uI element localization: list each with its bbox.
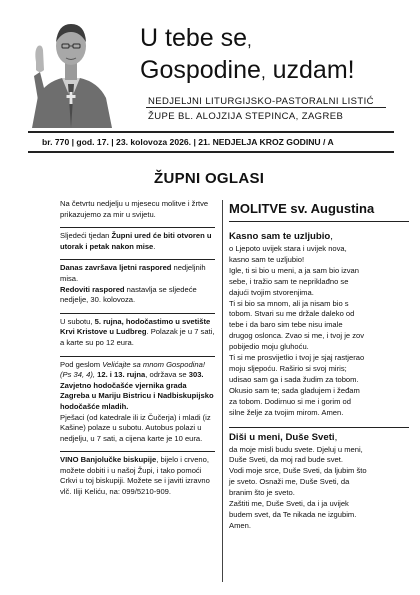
announcement-3 <box>60 259 215 305</box>
issue-bar-top <box>28 131 394 133</box>
announcement-4 <box>60 313 215 349</box>
announcement-1 <box>60 196 215 220</box>
masthead-subtitle: NEDJELJNI LITURGIJSKO-PASTORALNI LISTIĆ <box>148 96 374 107</box>
prayer-2-text: da moje misli budu svete. Djeluj u meni, Duše Sveti, da moj rad bude svet. Vodi moje srce, Duše Sveti, da ljubim što je sveto. Osnaži me, Duše Sveti, da branim što je sveto. Zaštiti me, Duše Sveti, da i ja uvijek budem svet, da Te nikada ne izgubim. Amen. <box>229 444 367 530</box>
announcement-text: VINO Banjolučke biskupije, bijelo i crveno, možete dobiti i u našoj Župi, i tako pomoći Crkvi u toj biskupiji. Možete se i javiti izravno vlč. Iliji Keliću, na: 099/5210-909. <box>60 455 210 497</box>
prayer-1-heading: Kasno sam te uzljubio, <box>229 231 333 242</box>
announcement-text: Danas završava ljetni raspored nedjeljnih misa. <box>60 263 206 283</box>
masthead-title-line2: Gospodine, uzdam! <box>140 56 355 84</box>
announcement-text: Sljedeći tjedan Župni ured će biti otvoren u utorak i petak nakon mise. <box>60 231 212 251</box>
announcement-6 <box>60 451 215 497</box>
portrait-image <box>28 0 114 128</box>
announcement-text: U subotu, 5. rujna, hodočastimo u svetište Krvi Kristove u Ludbreg. Polazak je u 7 sati, a karte su po 12 eura. <box>60 316 215 347</box>
issue-line: br. 770 | god. 17. | 23. kolovoza 2026. | 21. NEDJELJA KROZ GODINU / A <box>42 137 334 147</box>
column-divider <box>222 200 223 582</box>
masthead-divider <box>146 107 386 108</box>
prayer-2-heading: Diši u meni, Duše Sveti, <box>229 427 409 444</box>
announcements-column <box>60 196 215 505</box>
prayer-1-text: o Ljepoto uvijek stara i uvijek nova, kasno sam te uzljubio! Igle, ti si bio u meni, a ja sam bio izvan sebe, i tražio sam te nepriklađno se dajući tvojim stvorenjima. Ti si bio sa mnom, ali ja nisam bio s tobom. Stvari su me držale daleko od tebe i da baro sim tebe nisu imale drugog oslonca. Zvao si me, i tvoj je zov pobijedio moju gluhoću. Ti si me prosvijetlio i tvoj je sjaj rastjerao moju sljepoću. Raširio si svoj miris; udisao sam ga i sada žudim za tobom. Okusio sam te; sada gladujem i žeđam za tobom. Dodirnuo si me i gorim od silne želje za tvojim mirom. Amen. <box>229 244 365 417</box>
announcement-5 <box>60 356 215 445</box>
parish-name: ŽUPE BL. ALOJZIJA STEPINCA, ZAGREB <box>148 111 344 122</box>
masthead-title-line1: U tebe se, <box>140 24 252 52</box>
announcement-2 <box>60 227 215 252</box>
announcement-text: Redoviti raspored nastavlja se sljedeće nedjelje, 30. kolovoza. <box>60 284 197 305</box>
announcement-text: Pod geslom Velićajte sa mnom Gospodina! (Ps 34, 4), 12. i 13. rujna, održava se 303. Zavjetno hodočašće vjernika grada Zagreba u Mariju Bistricu i Nadbiskupijsko hodočašće mladih. <box>60 359 214 411</box>
prayers-column <box>229 200 409 540</box>
section-title: ŽUPNI OGLASI <box>154 170 265 187</box>
announcement-text: Na četvrtu nedjelju u mjesecu molitve i žrtve prikazujemo za mir u svijetu. <box>60 199 209 219</box>
prayers-title: MOLITVE sv. Augustina <box>229 200 409 222</box>
issue-bar-bottom <box>28 151 394 153</box>
announcement-text: Pješaci (od katedrale ili iz Čučerja) i mladi (iz Kašine) polaze u subotu. Autobus polazi u nedjelju, u 7 sati, a cijena karte je 10 eura. <box>60 412 211 443</box>
